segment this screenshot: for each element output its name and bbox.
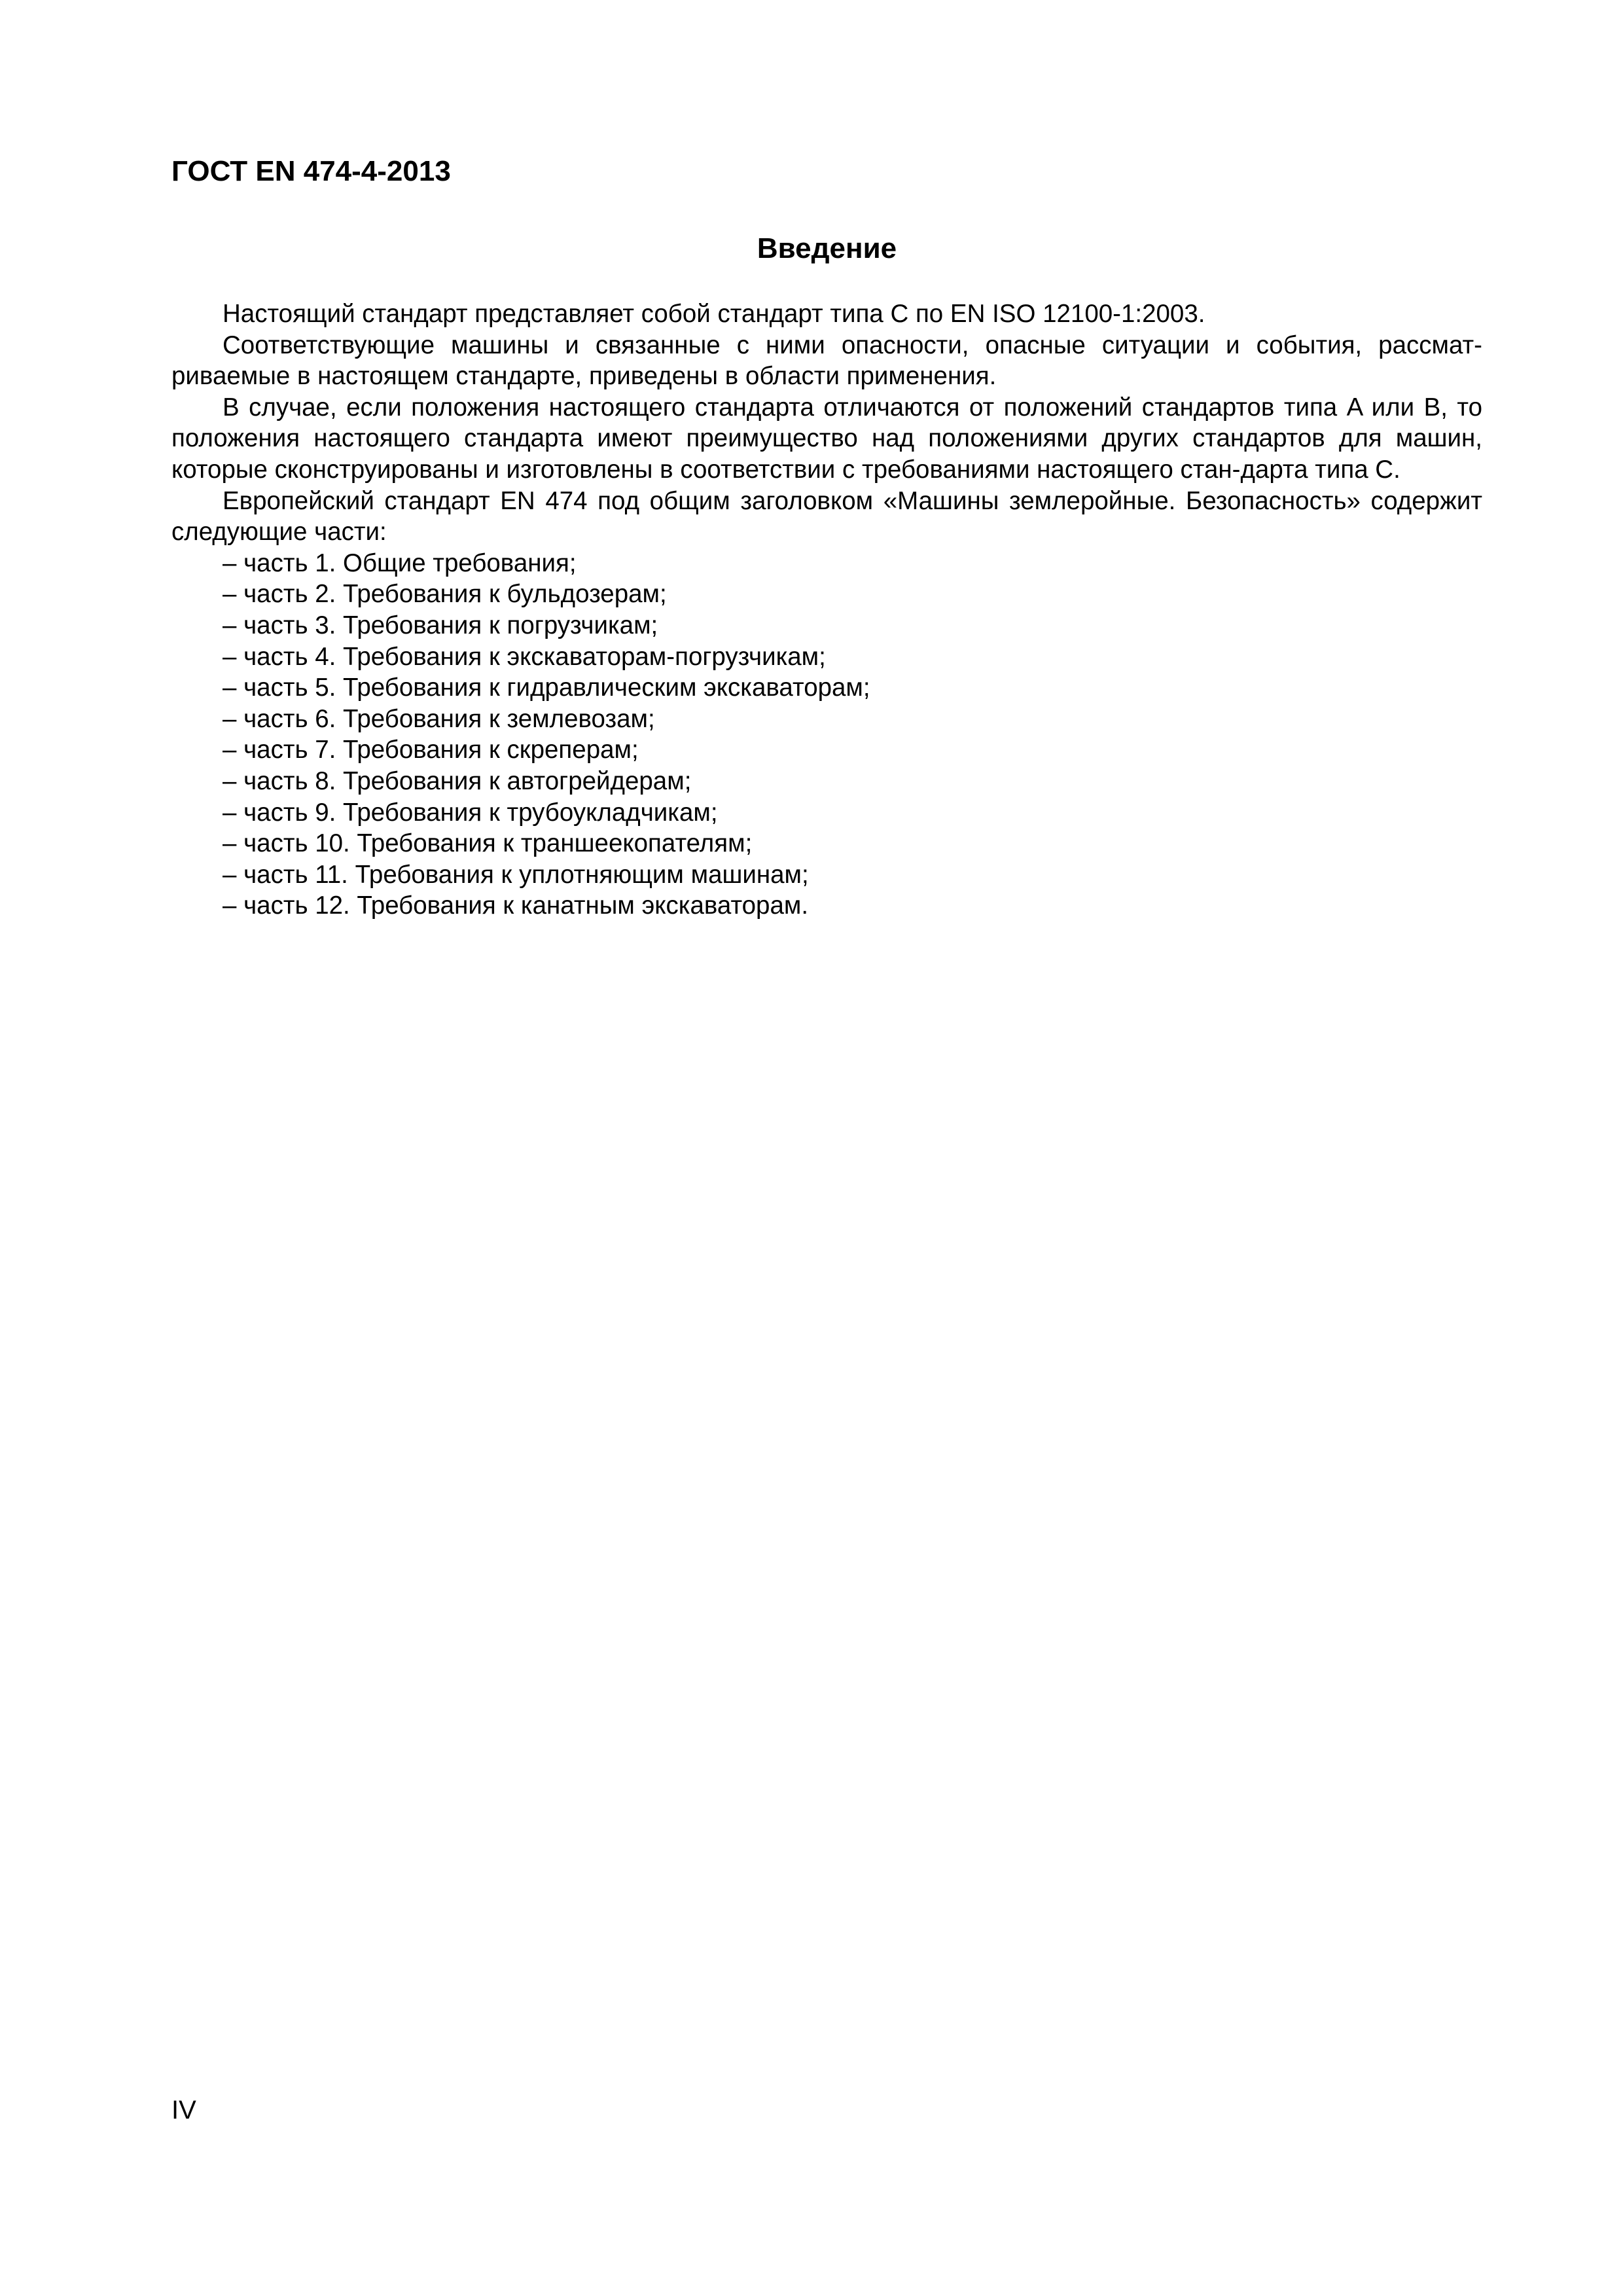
- document-code-header: ГОСТ EN 474-4-2013: [171, 155, 451, 187]
- list-item: – часть 10. Требования к траншеекопателям;: [223, 829, 753, 858]
- paragraph: Соответствующие машины и связанные с ними опасности, опасные ситуации и события, рассмат-риваемые в настоящем стандарте, приведены в области применения.: [171, 331, 1482, 391]
- list-item: – часть 8. Требования к автогрейдерам;: [223, 766, 692, 795]
- list-item: – часть 4. Требования к экскаваторам-погрузчикам;: [223, 642, 826, 671]
- paragraph: Настоящий стандарт представляет собой стандарт типа C по EN ISO 12100-1:2003.: [223, 300, 1205, 328]
- list-item: – часть 5. Требования к гидравлическим экскаваторам;: [223, 673, 870, 702]
- page-number: IV: [171, 2096, 196, 2125]
- list-item: – часть 2. Требования к бульдозерам;: [223, 580, 667, 609]
- section-body: [171, 298, 1482, 922]
- list-item: – часть 3. Требования к погрузчикам;: [223, 611, 658, 639]
- standard-parts-list: [171, 548, 1482, 922]
- list-item: – часть 6. Требования к землевозам;: [223, 704, 655, 733]
- list-item: – часть 12. Требования к канатным экскаваторам.: [223, 891, 809, 920]
- list-item: – часть 7. Требования к скреперам;: [223, 736, 639, 764]
- paragraph: В случае, если положения настоящего стандарта отличаются от положений стандартов типа A или B, то положения настоящего стандарта имеют преимущество над положениями других стандартов для машин, которые сконструированы и изготовлены в соответствии с требованиями настоящего стан-дарта типа C.: [171, 393, 1482, 484]
- section-title: Введение: [757, 232, 897, 264]
- list-item: – часть 9. Требования к трубоукладчикам;: [223, 798, 718, 827]
- list-item: – часть 1. Общие требования;: [223, 548, 577, 577]
- list-item: – часть 11. Требования к уплотняющим машинам;: [223, 860, 809, 889]
- paragraph: Европейский стандарт EN 474 под общим заголовком «Машины землеройные. Безопасность» содержит следующие части:: [171, 486, 1482, 547]
